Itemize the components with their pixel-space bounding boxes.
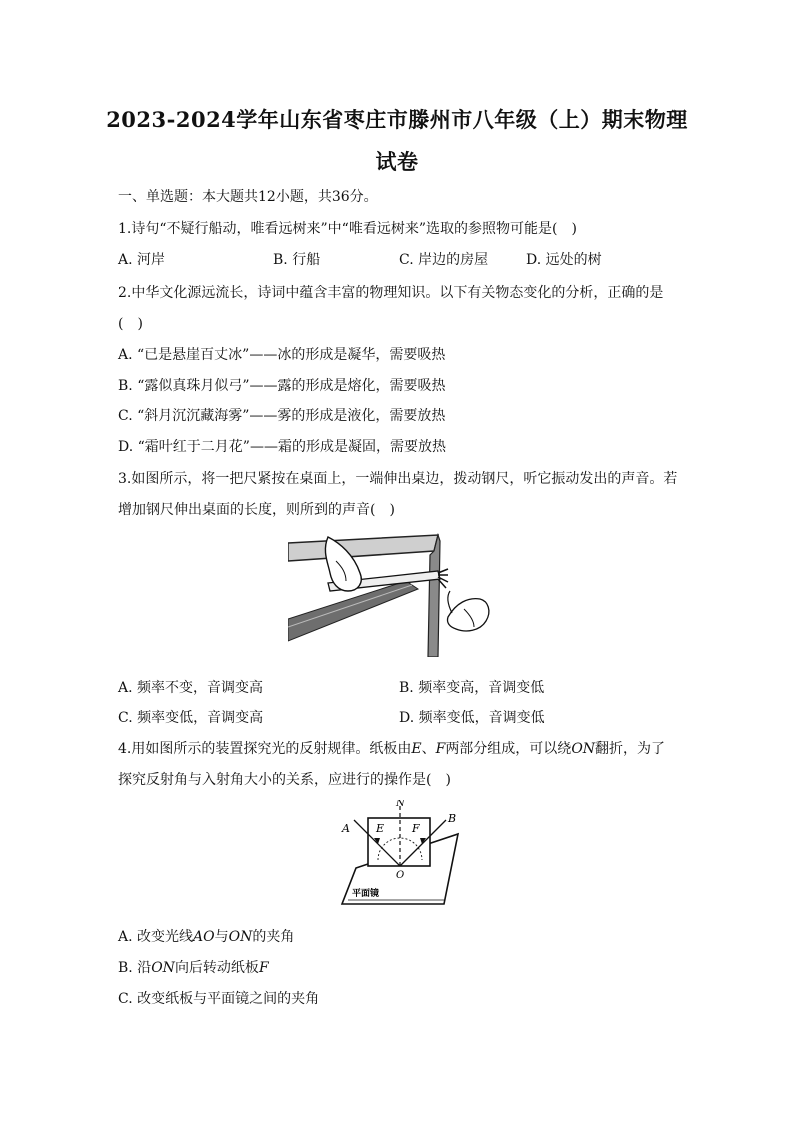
q4-opt-a-text2: 与 (214, 929, 229, 945)
q1-stem: 1.诗句“不疑行船动，唯看远树来”中“唯看远树来”选取的参照物可能是( ) (118, 221, 577, 237)
label-o: O (396, 870, 405, 881)
q4-stem-line2: 探究反射角与入射角大小的关系，应进行的操作是( ) (118, 772, 451, 788)
q4-var-f: F (435, 741, 446, 757)
exam-title-line2: 试卷 (375, 149, 419, 174)
label-n: N (396, 800, 405, 809)
q4-stem-line1 (118, 738, 665, 758)
q4-option-b (118, 957, 269, 977)
q4-opt-b-text2: 向后转动纸板 (174, 960, 259, 976)
q3-stem-line1: 3.如图所示，将一把尺紧按在桌面上，一端伸出桌边，拨动钢尺，听它振动发出的声音。若 (118, 471, 678, 487)
q3-stem-line2: 增加钢尺伸出桌面的长度，则所到的声音( ) (118, 502, 395, 518)
q2-stem-line2: ( ) (118, 316, 143, 332)
q4-opt-a-ao: AO (193, 929, 215, 945)
q3-option-c: C. 频率变低，音调变高 (118, 710, 264, 726)
section-heading: 一、单选题：本大题共12小题，共36分。 (118, 189, 378, 205)
q1-option-b: B. 行船 (273, 252, 321, 268)
q3-option-d: D. 频率变低，音调变低 (399, 710, 545, 726)
q4-opt-a-text3: 的夹角 (252, 929, 295, 945)
q3-option-b: B. 频率变高，音调变低 (399, 680, 545, 696)
q4-opt-b-on: ON (151, 960, 175, 976)
q3-option-a: A. 频率不变，音调变高 (118, 680, 264, 696)
q4-option-a (118, 926, 294, 946)
label-a: A (342, 822, 350, 835)
q1-option-d: D. 远处的树 (526, 252, 602, 268)
label-plane-mirror: 平面镜 (352, 889, 380, 899)
q4-var-on: ON (571, 741, 596, 757)
exam-title-line1: 2023-2024学年山东省枣庄市滕州市八年级（上）期末物理 (106, 107, 688, 132)
q1-option-c: C. 岸边的房屋 (399, 252, 489, 268)
q4-stem-text-c: 翻折，为了 (595, 741, 666, 757)
label-b: B (448, 812, 457, 825)
q1-option-a: A. 河岸 (118, 252, 166, 268)
light-reflection-figure (334, 800, 464, 910)
q2-option-a: A. “已是悬崖百丈冰”——冰的形成是凝华，需要吸热 (118, 347, 446, 363)
q4-opt-b-text1: B. 沿 (118, 960, 152, 976)
label-e: E (376, 822, 385, 835)
q4-stem-text-a: 4.用如图所示的装置探究光的反射规律。纸板由 (118, 741, 412, 757)
q2-option-c: C. “斜月沉沉藏海雾”——雾的形成是液化，需要放热 (118, 408, 446, 424)
label-f: F (412, 822, 420, 835)
q4-stem-text-b: 两部分组成，可以绕 (445, 741, 572, 757)
q2-option-b: B. “露似真珠月似弓”——露的形成是熔化，需要吸热 (118, 378, 446, 394)
q2-option-d: D. “霜叶红于二月花”——霜的形成是凝固，需要放热 (118, 439, 446, 455)
q4-opt-a-on: ON (228, 929, 253, 945)
q4-opt-a-text1: A. 改变光线 (118, 929, 194, 945)
q4-opt-b-f: F (258, 960, 269, 976)
q4-var-e: E (411, 741, 422, 757)
ruler-vibration-figure (288, 533, 494, 657)
q4-option-c: C. 改变纸板与平面镜之间的夹角 (118, 991, 320, 1007)
q2-stem-line1: 2.中华文化源远流长，诗词中蕴含丰富的物理知识。以下有关物态变化的分析，正确的是 (118, 285, 664, 301)
q4-stem-sep: 、 (421, 741, 436, 757)
